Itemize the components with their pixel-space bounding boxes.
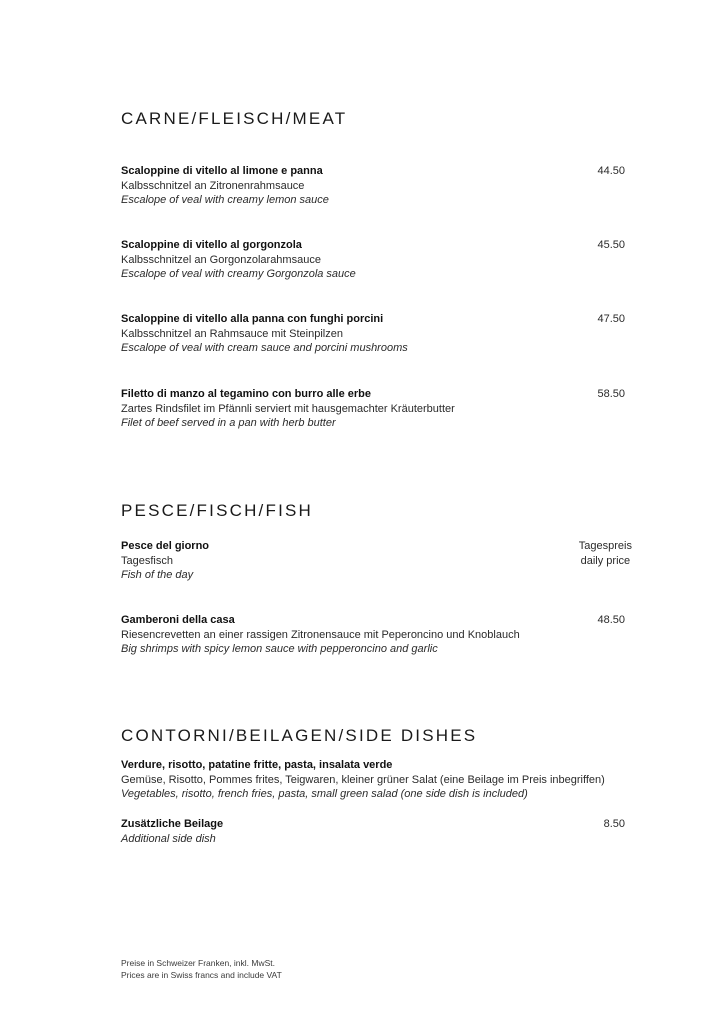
dish-description-de: Gemüse, Risotto, Pommes frites, Teigwaren, kleiner grüner Salat (eine Beilage im Preis inbegriffen) (121, 773, 605, 786)
dish-description-de: Kalbsschnitzel an Gorgonzolarahmsauce (121, 253, 321, 266)
menu-item (121, 758, 641, 802)
dish-description-en: Additional side dish (121, 832, 216, 845)
price-note-de: Tagespreis (578, 540, 632, 552)
section-title-fish: PESCE/FISCH/FISH (121, 501, 314, 520)
dish-price (579, 539, 632, 568)
dish-description-en: Big shrimps with spicy lemon sauce with pepperoncino and garlic (121, 643, 438, 656)
price-footnote (121, 957, 282, 981)
section-title-side-dishes: CONTORNI/BEILAGEN/SIDE DISHES (121, 726, 478, 745)
dish-name: Verdure, risotto, patatine fritte, pasta, insalata verde (121, 759, 393, 771)
price-note-en: daily price (580, 554, 631, 567)
menu-item (121, 164, 641, 208)
dish-price: 44.50 (597, 165, 625, 177)
dish-description-de: Tagesfisch (121, 554, 173, 567)
dish-name: Scaloppine di vitello alla panna con funghi porcini (121, 313, 384, 325)
dish-description-en: Fish of the day (121, 569, 194, 582)
dish-name: Filetto di manzo al tegamino con burro alle erbe (121, 388, 371, 400)
dish-name: Gamberoni della casa (121, 614, 235, 626)
menu-item (121, 238, 641, 282)
footnote-de: Preise in Schweizer Franken, inkl. MwSt. (121, 958, 275, 968)
section-title-meat: CARNE/FLEISCH/MEAT (121, 109, 348, 128)
menu-item (121, 539, 641, 583)
dish-name: Scaloppine di vitello al gorgonzola (121, 239, 302, 251)
dish-price: 8.50 (603, 818, 625, 830)
dish-description-en: Vegetables, risotto, french fries, pasta, small green salad (one side dish is included) (121, 788, 528, 801)
dish-name: Zusätzliche Beilage (121, 818, 224, 830)
dish-description-de: Kalbsschnitzel an Zitronenrahmsauce (121, 179, 305, 192)
dish-description-en: Filet of beef served in a pan with herb butter (121, 417, 336, 430)
dish-price: 47.50 (597, 313, 625, 325)
menu-item (121, 613, 641, 657)
dish-name: Pesce del giorno (121, 540, 210, 552)
dish-description-de: Riesencrevetten an einer rassigen Zitronensauce mit Peperoncino und Knoblauch (121, 628, 520, 641)
dish-price: 58.50 (597, 388, 625, 400)
dish-description-en: Escalope of veal with creamy lemon sauce (121, 194, 329, 207)
menu-item (121, 312, 641, 356)
menu-item (121, 387, 641, 431)
menu-item (121, 817, 641, 846)
dish-price: 45.50 (597, 239, 625, 251)
footnote-en: Prices are in Swiss francs and include VAT (121, 970, 282, 980)
dish-price: 48.50 (597, 614, 625, 626)
dish-description-de: Zartes Rindsfilet im Pfännli serviert mit hausgemachter Kräuterbutter (121, 402, 455, 415)
dish-description-en: Escalope of veal with creamy Gorgonzola sauce (121, 268, 356, 281)
dish-description-en: Escalope of veal with cream sauce and porcini mushrooms (121, 342, 408, 355)
dish-description-de: Kalbsschnitzel an Rahmsauce mit Steinpilzen (121, 327, 343, 340)
dish-name: Scaloppine di vitello al limone e panna (121, 165, 323, 177)
